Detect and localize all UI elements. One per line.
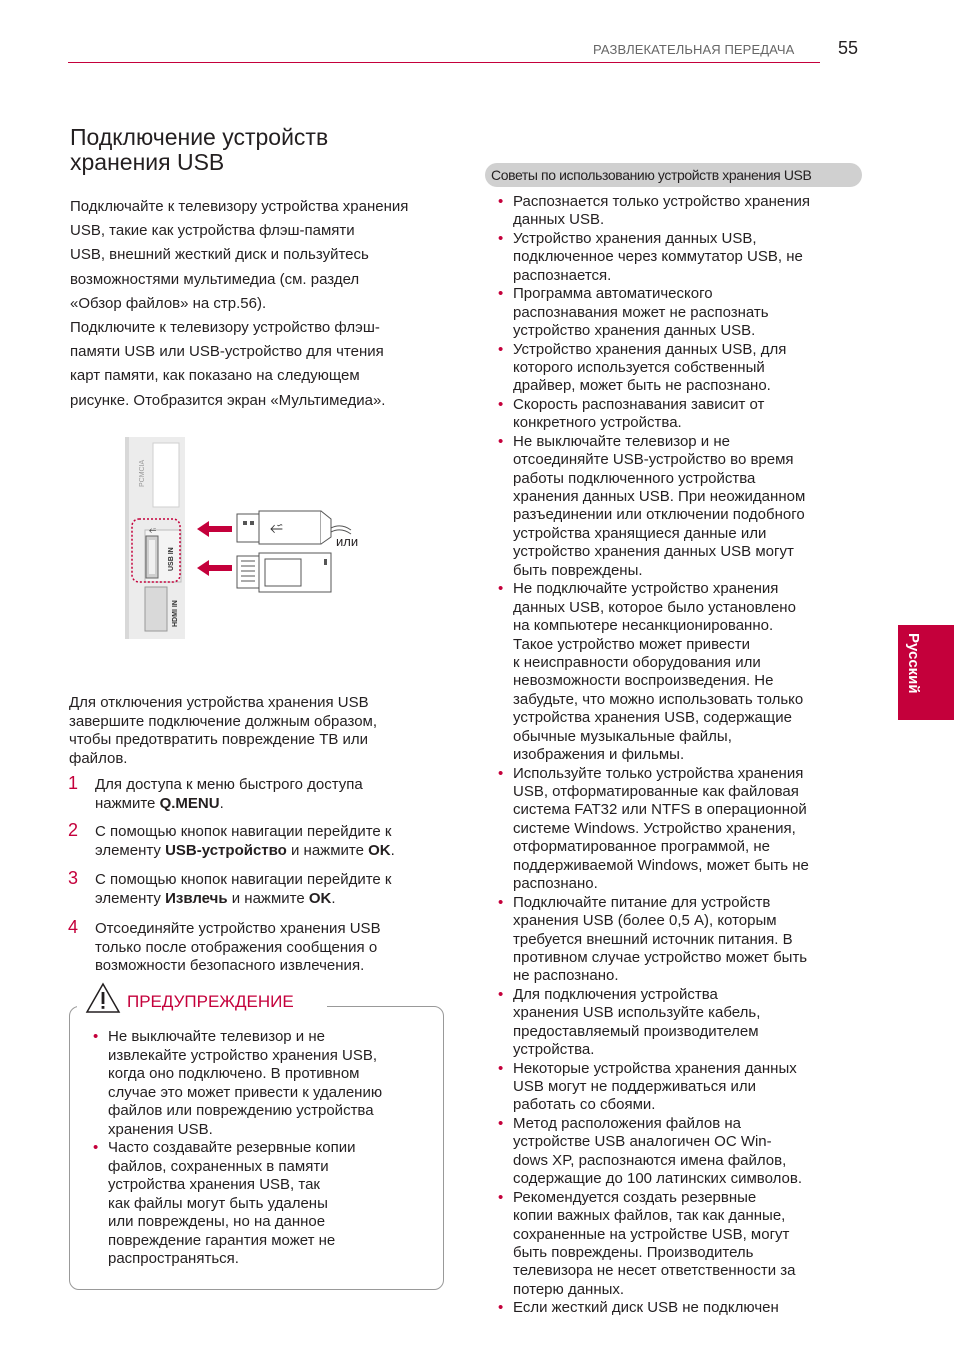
warning-header [77,988,327,1016]
tip-line: к неисправности оборудования или [513,653,761,671]
title-line-1: Подключение устройств [70,124,329,150]
step-number: 1 [68,773,79,793]
tip-line: конкретного устройства. [513,414,682,432]
tip-line: Устройство хранения данных USB, [513,229,757,247]
tips-heading: Советы по использованию устройств хранения USB [485,163,862,187]
tip-line: изображения и фильмы. [513,746,685,764]
tip-line: Распознается только устройство хранения [513,193,811,210]
tip-line: Программа автоматического [513,285,713,303]
step-text [95,823,435,860]
disconnect-line: файлов. [69,749,128,767]
tip-line: телевизора не несет ответственности за [513,1262,796,1280]
bullet-icon: • [498,580,504,598]
svg-text:⭁: ⭁ [270,520,283,537]
step-text [95,776,435,813]
tip-item [497,433,849,581]
page-number: 55 [838,38,859,58]
bullet-icon: • [498,285,504,303]
intro-line: карт памяти, как показано на следующем [70,367,360,385]
tip-line: потерю данных. [513,1280,625,1298]
step-text [95,871,435,908]
intro-line: рисунке. Отобразится экран «Мультимедиа». [70,391,386,409]
tip-line: Используйте только устройства хранения [513,764,804,782]
tip-line: данных USB, которое было установлено [513,598,796,616]
bullet-icon: • [498,340,504,358]
tip-line: Если жесткий диск USB не подключен [513,1299,779,1317]
bullet-icon: • [498,985,504,1003]
step-line: С помощью кнопок навигации перейдите к [95,871,392,888]
tip-item [497,396,849,433]
step-line: возможности безопасного извлечения. [95,957,365,974]
tip-line: устройства. [513,1041,595,1059]
tip-item [497,1189,849,1300]
tip-line: Не выключайте телевизор и не [513,432,730,450]
intro-line: возможностями мультимедиа (см. раздел [70,270,360,288]
bullet-icon: • [498,229,504,247]
tip-line: копии важных файлов, так как данные, [513,1207,786,1225]
tip-line: обычные музыкальные файлы, [513,727,732,745]
tip-line: хранения данных USB. При неожиданном [513,488,806,505]
tip-item [497,580,849,764]
tip-line: подключенное через коммутатор USB, не [513,248,803,266]
tip-line: Рекомендуется создать резервные [513,1188,757,1206]
bullet-icon: • [93,1139,99,1156]
bullet-icon: • [498,893,504,911]
tip-line: требуется внешний источник питания. В [513,930,793,948]
step-line: элементу Извлечь и нажмите OK. [95,889,336,907]
tip-item [497,894,849,986]
tip-item [497,1060,849,1115]
tip-line: содержащие до 100 латинских символов. [513,1170,802,1188]
tip-line: на компьютере несанкционированно. [513,617,774,635]
warning-item: • Часто создавайте резервные копии файлов, сохраненных в памяти устройства хранения USB, так как файлы могут быть удалены или повреждены, но на данное повреждение гарантия может не распространяться. [93,1139,356,1267]
tip-line: данных USB. [513,211,605,229]
step-number: 4 [68,917,79,937]
step-line: элементу USB-устройство и нажмите OK. [95,841,395,859]
title-line-2: хранения USB [70,149,225,175]
tip-item [497,986,849,1060]
tip-line: отсоединяйте USB-устройство во время [513,451,794,469]
tip-line: отформатированное программой, не [513,838,770,856]
tip-line: распознается. [513,266,612,284]
tips-list [497,193,849,1318]
tip-line: не распознано. [513,967,619,985]
tip-line: драйвер, может быть не распознано. [513,377,771,395]
usb-connection-figure [125,437,365,639]
tip-line: система FAT32 или NTFS в операционной [513,801,807,819]
running-header: РАЗВЛЕКАТЕЛЬНАЯ ПЕРЕДАЧА [593,42,795,57]
tip-line: быть повреждены. [513,561,643,579]
warning-icon [85,982,121,1014]
intro-line: Подключайте к телевизору устройства хранения [70,198,409,215]
tip-line: устройстве USB аналогичен ОС Win- [513,1133,772,1151]
intro-paragraph [70,195,450,413]
header-rule [68,62,820,63]
tip-line: предоставляемый производителем [513,1022,759,1040]
bullet-icon: • [498,1059,504,1077]
tip-item [497,341,849,396]
tip-line: поддерживаемой Windows, может быть не [513,856,809,874]
bullet-icon: • [498,764,504,782]
tip-line: устройства хранения USB, содержащие [513,709,792,727]
tip-line: противном случае устройство может быть [513,948,808,966]
tip-line: работы подключенного устройства [513,469,756,487]
warning-list [92,1028,432,1269]
bullet-icon: • [93,1028,99,1045]
svg-text:⭁: ⭁ [149,525,157,535]
tip-line: Устройство хранения данных USB, для [513,340,787,358]
disconnect-line: завершите подключение должным образом, [69,712,378,730]
tip-line: Не подключайте устройство хранения [513,580,779,598]
pcmcia-label: PCMCIA [139,459,146,487]
disconnect-line: Для отключения устройства хранения USB [69,694,369,711]
disconnect-line: чтобы предотвратить повреждение ТВ или [69,731,369,748]
intro-line: USB, такие как устройства флэш-памяти [70,222,355,240]
step-line: Для доступа к меню быстрого доступа [95,776,363,793]
tip-line: распознано. [513,875,598,893]
tip-item [497,1115,849,1189]
tip-line: устройство хранения данных USB могут [513,543,794,561]
warning-title: ПРЕДУПРЕЖДЕНИЕ [127,992,294,1011]
tip-line: забудьте, что можно использовать только [513,690,804,708]
bullet-icon: • [498,1299,504,1317]
intro-line: памяти USB или USB-устройство для чтения [70,343,384,361]
language-tab: Русский [898,625,954,720]
step-line: С помощью кнопок навигации перейдите к [95,823,392,840]
tip-item [497,1299,849,1317]
or-label: или [336,534,359,549]
tip-item [497,230,849,285]
tip-item [497,285,849,340]
tip-line: быть повреждены. Производитель [513,1243,754,1261]
tip-item [497,765,849,894]
bullet-icon: • [498,395,504,413]
tip-line: работать со сбоями. [513,1096,656,1114]
tip-line: сохраненные на устройстве USB, могут [513,1225,790,1243]
warning-item: • Не выключайте телевизор и не извлекайте устройство хранения USB, когда оно подключено. В противном случае это может привести к удалению файлов или повреждению устройства хранения USB. [93,1028,383,1138]
tip-line: устройство хранения данных USB. [513,322,756,340]
tip-line: хранения USB используйте кабель, [513,1004,761,1022]
bullet-icon: • [498,432,504,450]
tip-line: USB могут не поддерживаться или [513,1078,757,1095]
tip-line: невозможности воспроизведения. Не [513,672,774,690]
step-line: нажмите Q.MENU. [95,794,224,812]
step-text [95,920,435,976]
usb-connection-illustration [125,437,365,639]
disconnect-paragraph [69,694,434,768]
intro-line: USB, внешний жесткий диск и пользуйтесь [70,246,369,264]
tip-item [497,193,849,230]
intro-line: «Обзор файлов» на стр.56). [70,294,267,312]
tip-line: Метод расположения файлов на [513,1114,741,1132]
bullet-icon: • [498,1114,504,1132]
step-line: только после отображения сообщения о [95,938,378,956]
tip-line: Для подключения устройства [513,985,718,1003]
hdmi-in-label: HDMI IN [172,600,179,627]
page-title [70,125,328,175]
step-number: 3 [68,868,79,888]
tip-line: системе Windows. Устройство хранения, [513,819,796,837]
step-line: Отсоединяйте устройство хранения USB [95,920,381,937]
tip-line: Некоторые устройства хранения данных [513,1059,797,1077]
tip-line: Такое устройство может привести [513,635,750,653]
tip-line: Скорость распознавания зависит от [513,395,765,413]
bullet-icon: • [498,193,504,210]
tip-line: распознавания может не распознать [513,303,769,321]
tip-line: хранения USB (более 0,5 A), которым [513,912,777,930]
tip-line: разъединении или отключении подобного [513,506,805,524]
tip-line: Подключайте питание для устройств [513,893,771,911]
step-number: 2 [68,820,79,840]
usb-in-label: USB IN [168,547,175,571]
tip-line: устройства хранящиеся данные или [513,524,767,542]
intro-line: Подключите к телевизору устройство флэш- [70,319,380,337]
tip-line: dows XP, распознаются имена файлов, [513,1151,787,1169]
tip-line: USB, отформатированные как файловая [513,783,799,800]
tip-line: которого используется собственный [513,358,765,376]
bullet-icon: • [498,1188,504,1206]
